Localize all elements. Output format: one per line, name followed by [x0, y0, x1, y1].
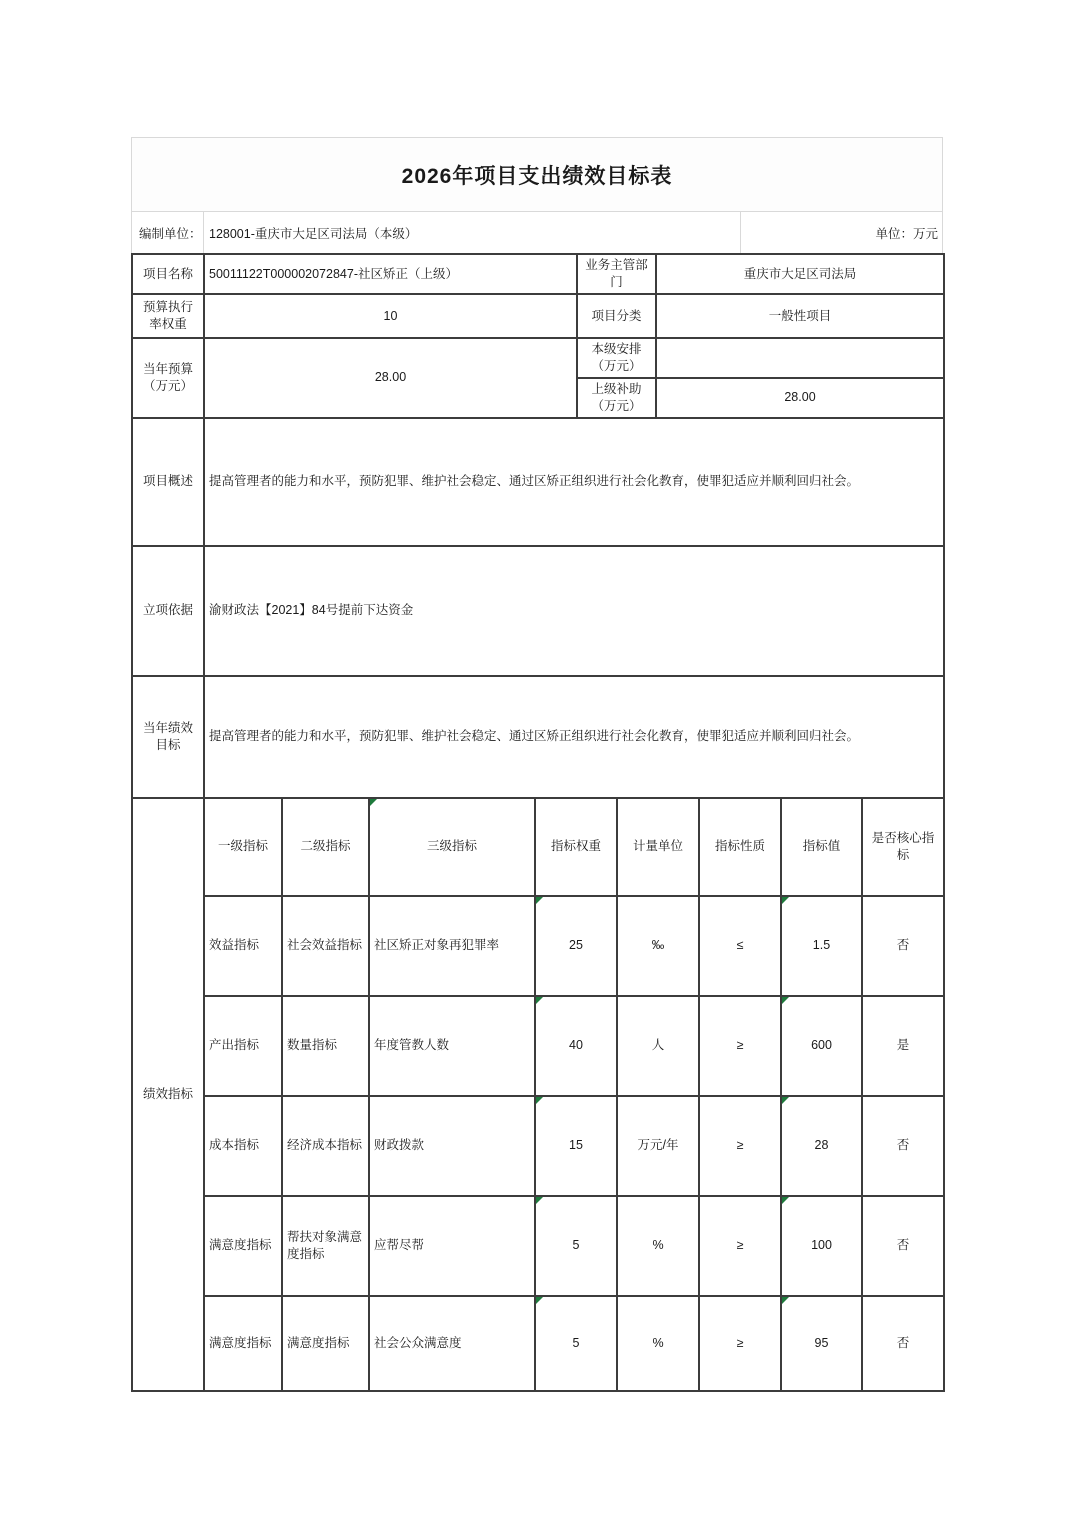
ind-unit: %: [617, 1196, 699, 1296]
table-row: [132, 338, 944, 378]
unit-note: 单位：万元: [875, 226, 938, 241]
local-arrangement-label: 本级安排（万元）: [577, 338, 656, 378]
ind-unit: %: [617, 1296, 699, 1391]
goal-text: 提高管理者的能力和水平，预防犯罪、维护社会稳定、通过区矫正组织进行社会化教育，使罪犯适应并顺利回归社会。: [204, 676, 944, 798]
ind-core: 否: [862, 1096, 944, 1196]
ind-level1: 满意度指标: [204, 1196, 282, 1296]
ind-value: 600: [781, 996, 862, 1096]
header-level2: 二级指标: [282, 798, 369, 896]
ind-level3: 财政拨款: [369, 1096, 535, 1196]
cell-error-marker-icon: [782, 1097, 789, 1104]
ind-value: 28: [781, 1096, 862, 1196]
header-nature: 指标性质: [699, 798, 781, 896]
ind-value: 95: [781, 1296, 862, 1391]
table-row: [132, 996, 944, 1096]
project-name-value: 50011122T000002072847-社区矫正（上级）: [204, 254, 577, 294]
cell-error-marker-icon: [536, 897, 543, 904]
table-row: [132, 1096, 944, 1196]
ind-level3: 社会公众满意度: [369, 1296, 535, 1391]
ind-level1: 满意度指标: [204, 1296, 282, 1391]
ind-weight: 5: [535, 1296, 617, 1391]
ind-unit: ‰: [617, 896, 699, 996]
ind-value: 100: [781, 1196, 862, 1296]
cell-error-marker-icon: [536, 997, 543, 1004]
budget-rate-label: 预算执行率权重: [132, 294, 204, 338]
local-arrangement-value: [656, 338, 944, 378]
table-row: [132, 254, 944, 294]
ind-core: 否: [862, 1196, 944, 1296]
header-level1: 一级指标: [204, 798, 282, 896]
cell-error-marker-icon: [370, 799, 377, 806]
ind-level1: 效益指标: [204, 896, 282, 996]
ind-weight: 40: [535, 996, 617, 1096]
overview-text: 提高管理者的能力和水平，预防犯罪、维护社会稳定、通过区矫正组织进行社会化教育，使罪犯适应并顺利回归社会。: [204, 418, 944, 546]
ind-level2: 经济成本指标: [282, 1096, 369, 1196]
cell-error-marker-icon: [782, 997, 789, 1004]
header-level3: 三级指标: [369, 798, 535, 896]
ind-weight: 25: [535, 896, 617, 996]
ind-nature: ≥: [699, 996, 781, 1096]
ind-level1: 成本指标: [204, 1096, 282, 1196]
ind-level2: 帮扶对象满意度指标: [282, 1196, 369, 1296]
overview-label: 项目概述: [132, 418, 204, 546]
table-row: [132, 546, 944, 676]
ind-level2: 社会效益指标: [282, 896, 369, 996]
ind-level2: 数量指标: [282, 996, 369, 1096]
ind-weight: 15: [535, 1096, 617, 1196]
table-row: [132, 676, 944, 798]
ind-weight: 5: [535, 1196, 617, 1296]
prepared-by-value: 128001-重庆市大足区司法局（本级）: [204, 212, 741, 253]
ind-level2: 满意度指标: [282, 1296, 369, 1391]
header-core: 是否核心指标: [862, 798, 944, 896]
table-row: [132, 294, 944, 338]
ind-nature: ≥: [699, 1196, 781, 1296]
goal-label: 当年绩效目标: [132, 676, 204, 798]
category-value: 一般性项目: [656, 294, 944, 338]
cell-error-marker-icon: [536, 1097, 543, 1104]
prepared-by-row: [131, 212, 943, 253]
ind-level1: 产出指标: [204, 996, 282, 1096]
category-label: 项目分类: [577, 294, 656, 338]
budget-rate-value: 10: [204, 294, 577, 338]
dept-value: 重庆市大足区司法局: [656, 254, 944, 294]
ind-nature: ≥: [699, 1296, 781, 1391]
ind-unit: 万元/年: [617, 1096, 699, 1196]
table-row: [132, 418, 944, 546]
ind-level3: 应帮尽帮: [369, 1196, 535, 1296]
page-title: 2026年项目支出绩效目标表: [401, 164, 673, 188]
annual-budget-value: 28.00: [204, 338, 577, 418]
annual-budget-label: 当年预算（万元）: [132, 338, 204, 418]
indicator-header-row: [132, 798, 944, 896]
ind-core: 否: [862, 896, 944, 996]
ind-nature: ≤: [699, 896, 781, 996]
project-info-table: [131, 253, 945, 799]
superior-subsidy-value: 28.00: [656, 378, 944, 418]
title-block: [131, 137, 943, 212]
prepared-by-label: 编制单位：: [132, 212, 204, 253]
indicator-table: [131, 797, 945, 1392]
table-row: [132, 896, 944, 996]
ind-value: 1.5: [781, 896, 862, 996]
cell-error-marker-icon: [536, 1297, 543, 1304]
ind-nature: ≥: [699, 1096, 781, 1196]
basis-label: 立项依据: [132, 546, 204, 676]
superior-subsidy-label: 上级补助（万元）: [577, 378, 656, 418]
indicator-side-label: 绩效指标: [132, 798, 204, 1391]
dept-label: 业务主管部门: [577, 254, 656, 294]
cell-error-marker-icon: [782, 1197, 789, 1204]
cell-error-marker-icon: [782, 897, 789, 904]
table-row: [132, 1296, 944, 1391]
basis-text: 渝财政法【2021】84号提前下达资金: [204, 546, 944, 676]
cell-error-marker-icon: [536, 1197, 543, 1204]
ind-level3: 年度管教人数: [369, 996, 535, 1096]
table-row: [132, 1196, 944, 1296]
ind-level3: 社区矫正对象再犯罪率: [369, 896, 535, 996]
ind-core: 否: [862, 1296, 944, 1391]
header-value: 指标值: [781, 798, 862, 896]
ind-core: 是: [862, 996, 944, 1096]
header-weight: 指标权重: [535, 798, 617, 896]
ind-unit: 人: [617, 996, 699, 1096]
project-name-label: 项目名称: [132, 254, 204, 294]
cell-error-marker-icon: [782, 1297, 789, 1304]
report-card: [131, 137, 943, 1392]
header-unit: 计量单位: [617, 798, 699, 896]
